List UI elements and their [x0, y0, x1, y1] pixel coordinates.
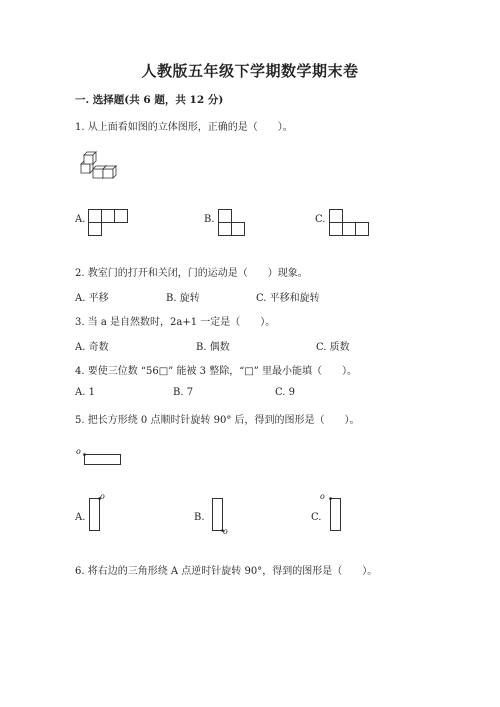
option-4a: A. 1 [75, 387, 95, 398]
option-4c: C. 9 [275, 387, 296, 398]
option-2c: C. 平移和旋转 [256, 293, 320, 304]
svg-text:o: o [320, 492, 325, 501]
svg-text:o: o [100, 492, 105, 501]
option-4b: B. 7 [173, 387, 194, 398]
option-1b-label: B. [204, 214, 215, 225]
option-1c-label: C. [315, 214, 326, 225]
question-1: 1. 从上面看如图的立体图形，正确的是（ ）。 [75, 122, 293, 133]
question-2: 2. 教室门的打开和关闭，门的运动是（ ）现象。 [75, 268, 308, 279]
svg-text:o: o [223, 527, 228, 536]
section-heading: 一. 选择题(共 6 题，共 12 分) [75, 94, 224, 106]
question-5: 5. 把长方形绕 0 点顺时针旋转 90° 后，得到的图形是（ ）。 [75, 415, 360, 426]
page-title: 人教版五年级下学期数学期末卷 [141, 62, 359, 80]
option-1a-label: A. [75, 214, 86, 225]
question-4: 4. 要使三位数 “56□” 能被 3 整除，“□” 里最小能填（ ）。 [75, 366, 358, 377]
option-1b-figure [218, 209, 248, 239]
cube-figure [78, 152, 118, 182]
question-3: 3. 当 a 是自然数时，2a+1 一定是（ ）。 [75, 317, 276, 328]
rectangle-figure [76, 446, 126, 468]
option-5a-figure [88, 494, 108, 534]
option-5b-label: B. [194, 512, 205, 523]
point-o-label: o [76, 447, 81, 456]
option-1c-figure [329, 209, 371, 239]
option-5b-figure [208, 494, 234, 534]
question-6: 6. 将右边的三角形绕 A 点逆时针旋转 90°，得到的图形是（ ）。 [75, 566, 378, 577]
option-2b: B. 旋转 [166, 293, 200, 304]
option-5c-figure [320, 494, 346, 534]
option-1a-figure [88, 209, 130, 237]
option-3b: B. 偶数 [196, 342, 230, 353]
option-3a: A. 奇数 [75, 342, 109, 353]
option-5a-label: A. [75, 512, 86, 523]
option-5c-label: C. [311, 512, 322, 523]
option-2a: A. 平移 [75, 293, 109, 304]
option-3c: C. 质数 [316, 342, 350, 353]
